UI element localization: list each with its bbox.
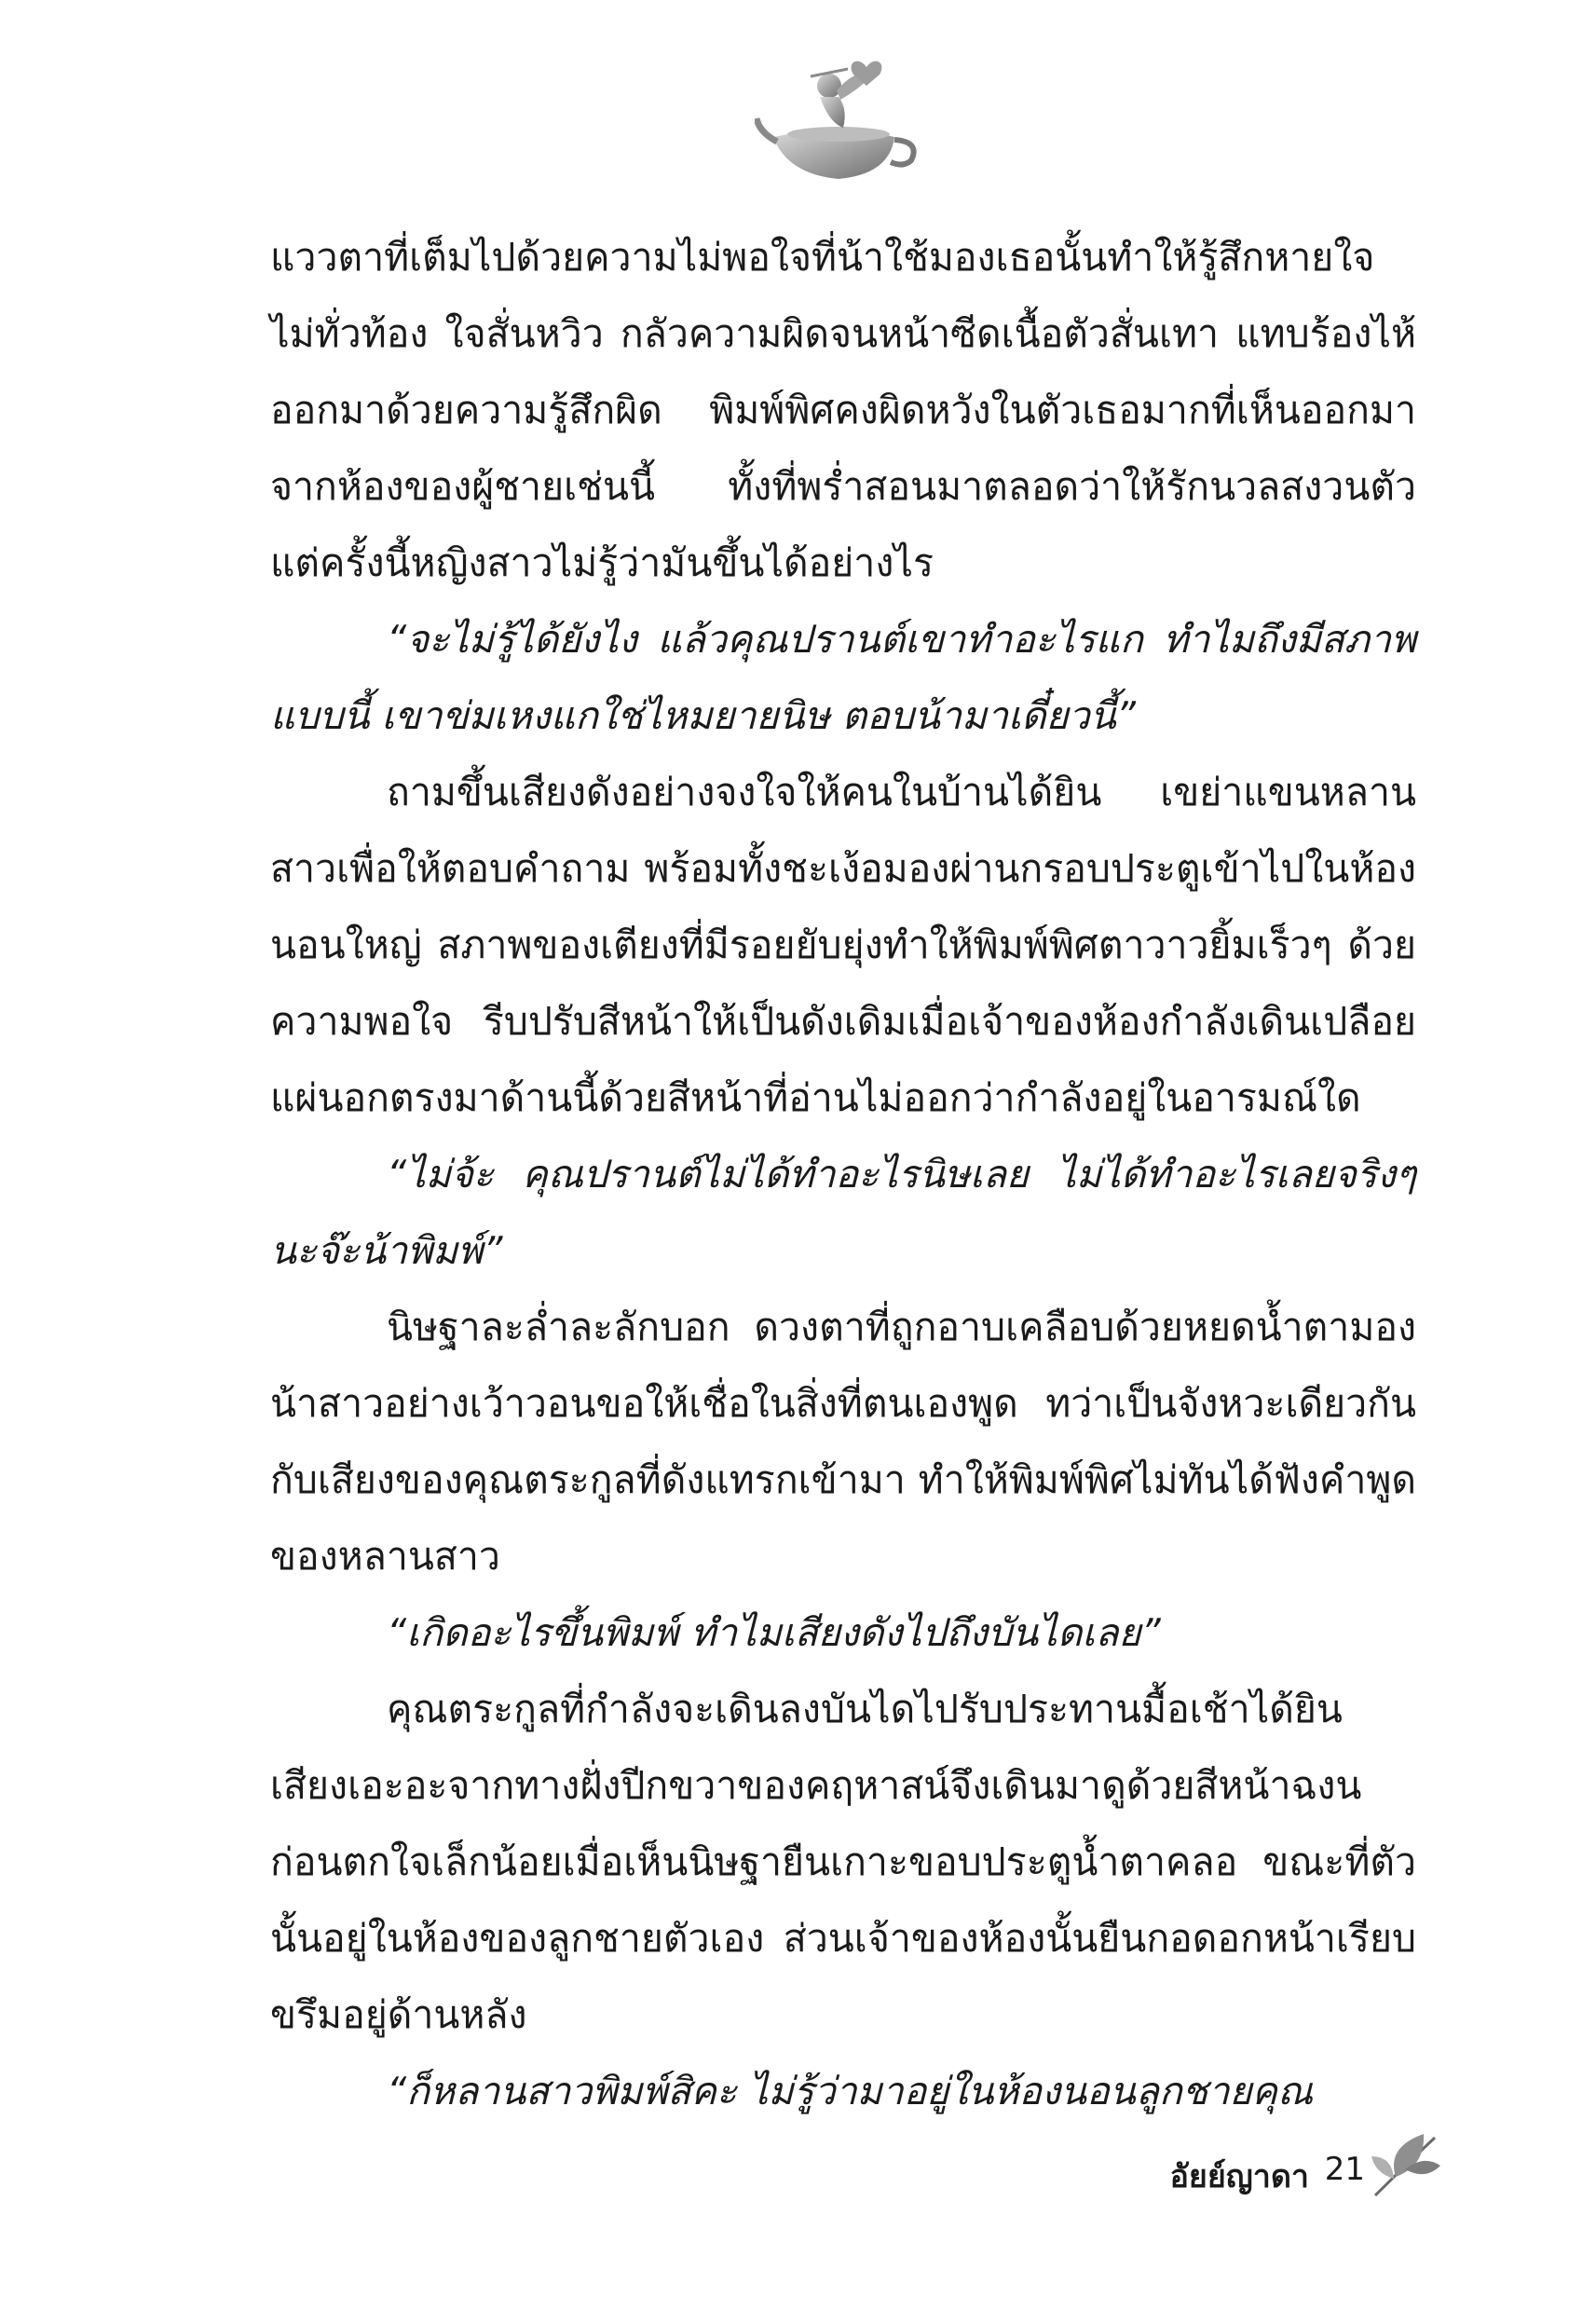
teapot-cupid-ornament-icon — [755, 48, 922, 188]
dialogue-paragraph: “ก็หลานสาวพิมพ์สิคะ ไม่รู้ว่ามาอยู่ในห้องนอนลูกชายคุณ — [387, 2069, 1314, 2113]
paragraph: คุณตระกูลที่กำลังจะเดินลงบันไดไปรับประทานมื้อเช้าได้ยินเสียงเอะอะจากทางฝั่งปีกขวาของคฤหาสน์จึงเดินมาดูด้วยสีหน้าฉงนก่อนตกใจเล็กน้อยเมื่อเห็นนิษฐายืนเกาะขอบประตูน้ำตาคลอ ขณะที่ตัวนั้นอยู่ในห้องของลูกชายตัวเอง ส่วนเจ้าของห้องนั้นยืนกอดอกหน้าเรียบขรึมอยู่ด้านหลัง — [270, 1687, 1416, 2037]
body-text — [270, 219, 1416, 2129]
dialogue-paragraph: “จะไม่รู้ได้ยังไง แล้วคุณปรานต์เขาทำอะไรแก ทำไมถึงมีสภาพแบบนี้ เขาข่มเหงแกใช่ไหมยายนิษ ตอบน้ามาเดี๋ยวนี้” — [270, 617, 1416, 738]
dialogue-paragraph: “เกิดอะไรขึ้นพิมพ์ ทำไมเสียงดังไปถึงบันไดเลย” — [387, 1610, 1161, 1655]
paragraph: นิษฐาละล่ำละลักบอก ดวงตาที่ถูกอาบเคลือบด้วยหยดน้ำตามองน้าสาวอย่างเว้าวอนขอให้เชื่อในสิ่งที่ตนเองพูด ทว่าเป็นจังหวะเดียวกันกับเสียงของคุณตระกูลที่ดังแทรกเข้ามา ทำให้พิมพ์พิศไม่ทันได้ฟังคำพูดของหลานสาว — [270, 1305, 1416, 1579]
footer-author: อัยย์ญาดา — [1169, 2158, 1309, 2195]
page-footer — [0, 2123, 1596, 2225]
paragraph: แววตาที่เต็มไปด้วยความไม่พอใจที่น้าใช้มองเธอนั้นทำให้รู้สึกหายใจไม่ทั่วท้อง ใจสั่นหวิว กลัวความผิดจนหน้าซีดเนื้อตัวสั่นเทา แทบร้องไห้ออกมาด้วยความรู้สึกผิด พิมพ์พิศคงผิดหวังในตัวเธอมากที่เห็นออกมาจากห้องของผู้ชายเช่นนี้ ทั้งที่พร่ำสอนมาตลอดว่าให้รักนวลสงวนตัว แต่ครั้งนี้หญิงสาวไม่รู้ว่ามันขึ้นได้อย่างไร — [270, 235, 1416, 585]
page-number: 21 — [1324, 2151, 1365, 2188]
dialogue-paragraph: “ไม่จ้ะ คุณปรานต์ไม่ได้ทำอะไรนิษเลย ไม่ได้ทำอะไรเลยจริงๆ นะจ๊ะน้าพิมพ์” — [270, 1152, 1416, 1273]
paragraph: ถามขึ้นเสียงดังอย่างจงใจให้คนในบ้านได้ยิน เขย่าแขนหลานสาวเพื่อให้ตอบคำถาม พร้อมทั้งชะเง้อมองผ่านกรอบประตูเข้าไปในห้องนอนใหญ่ สภาพของเตียงที่มีรอยยับยุ่งทำให้พิมพ์พิศตาวาวยิ้มเร็วๆ ด้วยความพอใจ รีบปรับสีหน้าให้เป็นดังเดิมเมื่อเจ้าของห้องกำลังเดินเปลือยแผ่นอกตรงมาด้านนี้ด้วยสีหน้าที่อ่านไม่ออกว่ากำลังอยู่ในอารมณ์ใด — [270, 770, 1416, 1120]
tea-leaf-icon — [1368, 2128, 1442, 2203]
